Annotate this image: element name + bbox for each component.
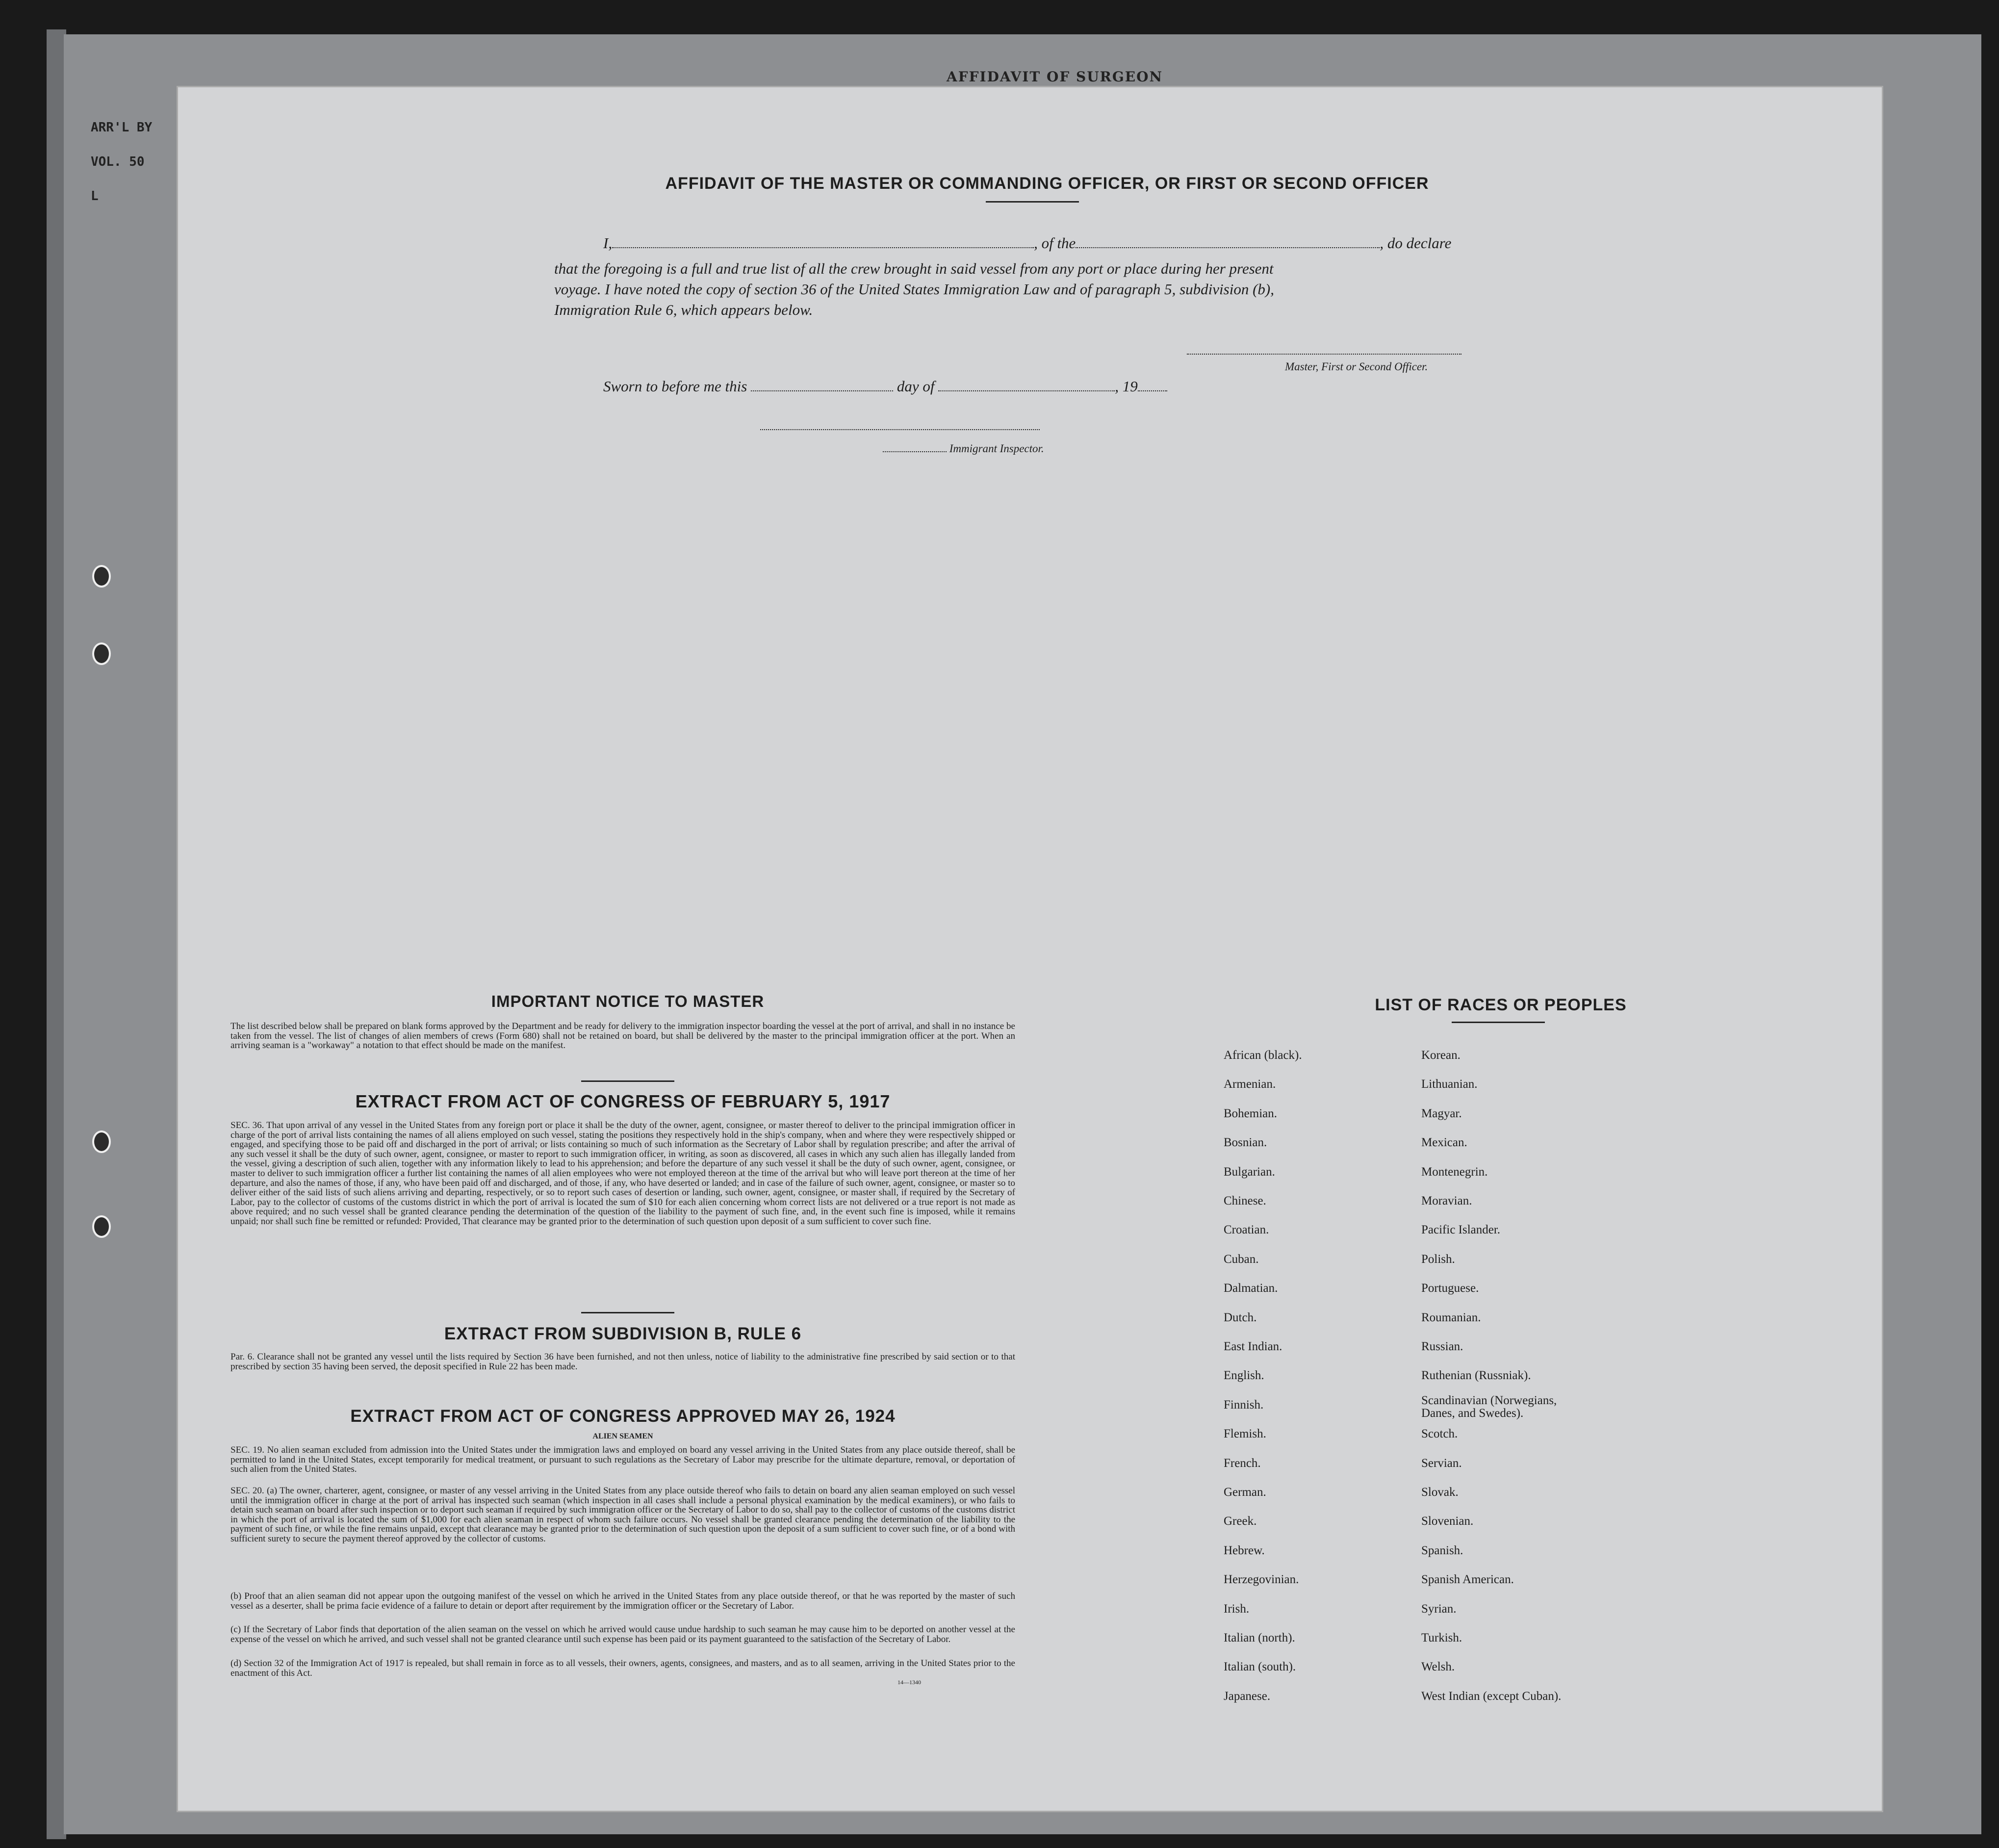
act1924-sec20d: (d) Section 32 of the Immigration Act of 1917 is repealed, but shall remain in force as to all vessels, their owners, agents, consignees, and masters, and as to all seamen, arriving in the United States prior to the enactment of this Act.: [231, 1658, 1015, 1678]
of-the-label: , of the: [1034, 234, 1076, 252]
sworn-day-of: day of: [897, 378, 935, 395]
race-item: Spanish American.: [1421, 1573, 1514, 1587]
race-item: Slovak.: [1421, 1486, 1459, 1499]
rule6-title: EXTRACT FROM SUBDIVISION B, RULE 6: [444, 1324, 802, 1343]
race-item: Japanese.: [1224, 1689, 1271, 1703]
act1917-title: EXTRACT FROM ACT OF CONGRESS OF FEBRUARY 5, 1917: [355, 1091, 891, 1111]
punch-hole: [92, 642, 111, 665]
race-item: Russian.: [1421, 1340, 1463, 1353]
inspector-caption: Immigrant Inspector.: [949, 442, 1044, 455]
race-item: Bulgarian.: [1224, 1165, 1275, 1179]
master-caption: Master, First or Second Officer.: [1285, 360, 1428, 373]
race-item: Spanish.: [1421, 1543, 1463, 1557]
vessel-name-blank[interactable]: [1076, 234, 1380, 248]
act1924-sec20c: (c) If the Secretary of Labor finds that deportation of the alien seaman on the vessel on which he arrived would cause undue hardship to such seaman he may cause him to be deported on another vessel at the expense of the vessel on which he arrived, and such vessel shall not be granted clearance until such expense has been paid or its payment guaranteed to the satisfaction of the Secretary of Labor.: [231, 1624, 1015, 1644]
races-title: LIST OF RACES OR PEOPLES: [1375, 996, 1627, 1014]
race-item: Roumanian.: [1421, 1310, 1481, 1324]
notice-body: The list described below shall be prepared on blank forms approved by the Department and be ready for delivery to the immigration inspector boarding the vessel at the port of arrival, and shall in no instance be taken from the vessel. The list of changes of alien members of crews (Form 680) shall not be retained on board, but shall be delivered by the master to the principal immigration officer at the port. When an arriving seaman is a "workaway" a notation to that effect should be made on the manifest.: [231, 1021, 1015, 1051]
affidavit-line-1: [603, 233, 1682, 254]
race-item: Irish.: [1224, 1602, 1250, 1616]
race-item: African (black).: [1224, 1049, 1302, 1062]
race-item: Bosnian.: [1224, 1136, 1267, 1150]
act1924-sec19: SEC. 19. No alien seaman excluded from admission into the United States under the immigration laws and employed on board any vessel arriving in the United States from any place outside thereof, shall be permitted to land in the United States, except temporarily for medical treatment, or pursuant to such regulations as the Secretary of Labor may prescribe for the ultimate departure, removal, or deportation of such alien from the United States.: [231, 1445, 1015, 1475]
race-item: Italian (north).: [1224, 1631, 1295, 1644]
sworn-month-blank[interactable]: [938, 378, 1115, 391]
race-item: Flemish.: [1224, 1427, 1266, 1441]
underlying-margin-notes: ARR'L BY VOL. 50 L: [91, 120, 153, 204]
divider: [986, 201, 1079, 203]
race-item: Chinese.: [1224, 1194, 1266, 1207]
punch-hole: [92, 1215, 111, 1238]
race-item: Pacific Islander.: [1421, 1223, 1501, 1237]
rule6-body: Par. 6. Clearance shall not be granted any vessel until the lists required by Section 36 have been furnished, and not then unless, notice of liability to the administrative fine prescribed by said section or to that prescribed by section 35 having been served, the deposit specified in Rule 22 has been made.: [231, 1352, 1015, 1372]
affidavit-line-2: that the foregoing is a full and true list of all the crew brought in said vessel from any port or place during her present: [554, 260, 1274, 277]
race-item: Lithuanian.: [1421, 1078, 1478, 1091]
race-item: Polish.: [1421, 1252, 1455, 1266]
race-item: Servian.: [1421, 1456, 1462, 1470]
form-number: 14—1340: [897, 1679, 921, 1686]
race-item: Mexican.: [1421, 1136, 1467, 1150]
form-page: [177, 86, 1883, 1812]
inspector-caption-row: [883, 442, 1044, 455]
master-signature-line[interactable]: [1187, 354, 1461, 355]
punch-hole: [92, 565, 111, 588]
divider: [581, 1312, 674, 1313]
binder-strip: [47, 29, 66, 1839]
race-item: Korean.: [1421, 1049, 1461, 1062]
race-item: Welsh.: [1421, 1660, 1455, 1674]
act1924-sec20a: SEC. 20. (a) The owner, charterer, agent, consignee, or master of any vessel arriving in the United States from any place outside thereof who fails to detain on board any alien seaman employed on such vessel until the immigration officer in charge at the port of arrival has inspected such seaman (which inspection in all cases shall include a personal physical examination by the medical examiners), or who fails to detain such seaman on board after such inspection or to deport such seaman if required by such immigration officer or the Secretary of Labor to do so, shall pay to the collector of customs of the customs district in which the port of arrival is located the sum of $1,000 for each alien seaman in respect of whom such failure occurs. No vessel shall be granted clearance pending the determination of the liability to the payment of such fine, or while the fine remains unpaid, except that clearance may be granted prior to the determination of such question upon the deposit of a sum sufficient to cover such fine, or of a bond with sufficient surety to secure the payment thereof approved by the collector of customs.: [231, 1486, 1015, 1544]
race-item: Italian (south).: [1224, 1660, 1296, 1674]
race-item: Ruthenian (Russniak).: [1421, 1369, 1531, 1383]
act1924-sec20b: (b) Proof that an alien seaman did not appear upon the outgoing manifest of the vessel on which he arrived in the United States from any place outside thereof, or that he was reported by the master of such vessel as a deserter, shall be prima facie evidence of a failure to detain or deport after requirement by the immigration officer or the Secretary of Labor.: [231, 1591, 1015, 1611]
race-item: West Indian (except Cuban).: [1421, 1689, 1562, 1703]
affidavit-title: AFFIDAVIT OF THE MASTER OR COMMANDING OFFICER, OR FIRST OR SECOND OFFICER: [665, 174, 1429, 193]
sworn-day-blank[interactable]: [751, 378, 893, 391]
punch-hole: [92, 1130, 111, 1153]
divider: [581, 1080, 674, 1082]
race-item: Montenegrin.: [1421, 1165, 1488, 1179]
race-item: Hebrew.: [1224, 1543, 1265, 1557]
declarant-name-blank[interactable]: [612, 234, 1034, 248]
notice-title: IMPORTANT NOTICE TO MASTER: [491, 992, 765, 1010]
race-item: Scandinavian (Norwegians, Danes, and Swedes).: [1421, 1393, 1557, 1420]
race-item: Armenian.: [1224, 1078, 1276, 1091]
race-item: English.: [1224, 1369, 1264, 1383]
declarant-label: I,: [603, 234, 613, 252]
race-item: Slovenian.: [1421, 1514, 1474, 1528]
declare-label: , do declare: [1380, 234, 1452, 252]
race-item: Greek.: [1224, 1514, 1257, 1528]
race-item: Magyar.: [1421, 1106, 1462, 1120]
underlying-heading: AFFIDAVIT OF SURGEON: [947, 69, 1163, 85]
race-item: Cuban.: [1224, 1252, 1259, 1266]
race-item: Syrian.: [1421, 1602, 1457, 1616]
race-item: Dalmatian.: [1224, 1282, 1278, 1295]
race-item: Turkish.: [1421, 1631, 1462, 1644]
race-item: Croatian.: [1224, 1223, 1269, 1237]
race-item: Moravian.: [1421, 1194, 1472, 1207]
race-item: Herzegovinian.: [1224, 1573, 1299, 1587]
affidavit-line-4: Immigration Rule 6, which appears below.: [554, 301, 813, 318]
sworn-prefix: Sworn to before me this: [603, 378, 747, 395]
race-item: Dutch.: [1224, 1310, 1257, 1324]
race-item: Bohemian.: [1224, 1106, 1278, 1120]
act1924-title: EXTRACT FROM ACT OF CONGRESS APPROVED MAY 26, 1924: [350, 1407, 896, 1426]
sworn-year: , 19: [1115, 378, 1138, 395]
sworn-year-blank[interactable]: [1138, 378, 1167, 391]
act1924-subtitle: ALIEN SEAMEN: [592, 1432, 653, 1440]
sworn-line: [603, 376, 1167, 397]
race-item: Portuguese.: [1421, 1282, 1479, 1295]
act1917-body: SEC. 36. That upon arrival of any vessel in the United States from any foreign port or place it shall be the duty of the owner, agent, consignee, or master thereof to deliver to the principal immigration officer in charge of the port of arrival lists containing the names of all aliens employed on such vessel, stating the positions they respectively hold in the ship's company, when and where they were respectively shipped or engaged, and specifying those to be paid off and discharged in the port of arrival; or lists containing so much of such information as the Secretary of Labor shall by regulation prescribe; and after the arrival of any such vessel it shall be the duty of such owner, agent, consignee, or master to report to such immigration officer, in writing, as soon as discovered, all cases in which any such alien has illegally landed from the vessel, giving a description of such alien, together with any information likely to lead to his apprehension; and before the departure of any such vessel it shall be the duty of such owner, agent, consignee, or master to deliver to such immigration officer a further list containing the names of all alien employees who were not employed thereon at the time of the arrival but who will leave port thereon at the time of her departure, and also the names of those, if any, who have been paid off and discharged, and of those, if any, who have deserted or landed; and in case of the failure of such owner, agent, consignee, or master so to deliver either of the said lists of such aliens arriving and departing, respectively, or so to report such cases of desertion or landing, such owner, agent, consignee, or master shall, if required by the Secretary of Labor, pay to the collector of customs of the customs district in which the port of arrival is located the sum of $10 for each alien concerning whom correct lists are not delivered or a true report is not made as above required; and no such vessel shall be granted clearance pending the determination of the question of the liability to the payment of such fine, and, in the event such fine is imposed, while it remains unpaid; nor shall such fine be remitted or refunded: Provided, That clearance may be granted prior to the determination of such question upon deposit of a sum sufficient to cover such fine.: [231, 1120, 1015, 1227]
divider: [1452, 1022, 1545, 1023]
race-item: Scotch.: [1421, 1427, 1458, 1441]
race-item: East Indian.: [1224, 1340, 1282, 1353]
inspector-signature-line[interactable]: [760, 429, 1040, 430]
race-item: German.: [1224, 1486, 1266, 1499]
race-item: French.: [1224, 1456, 1261, 1470]
race-item: Finnish.: [1224, 1398, 1264, 1412]
affidavit-line-3: voyage. I have noted the copy of section 36 of the United States Immigration Law and of paragraph 5, subdivision (b),: [554, 281, 1274, 298]
